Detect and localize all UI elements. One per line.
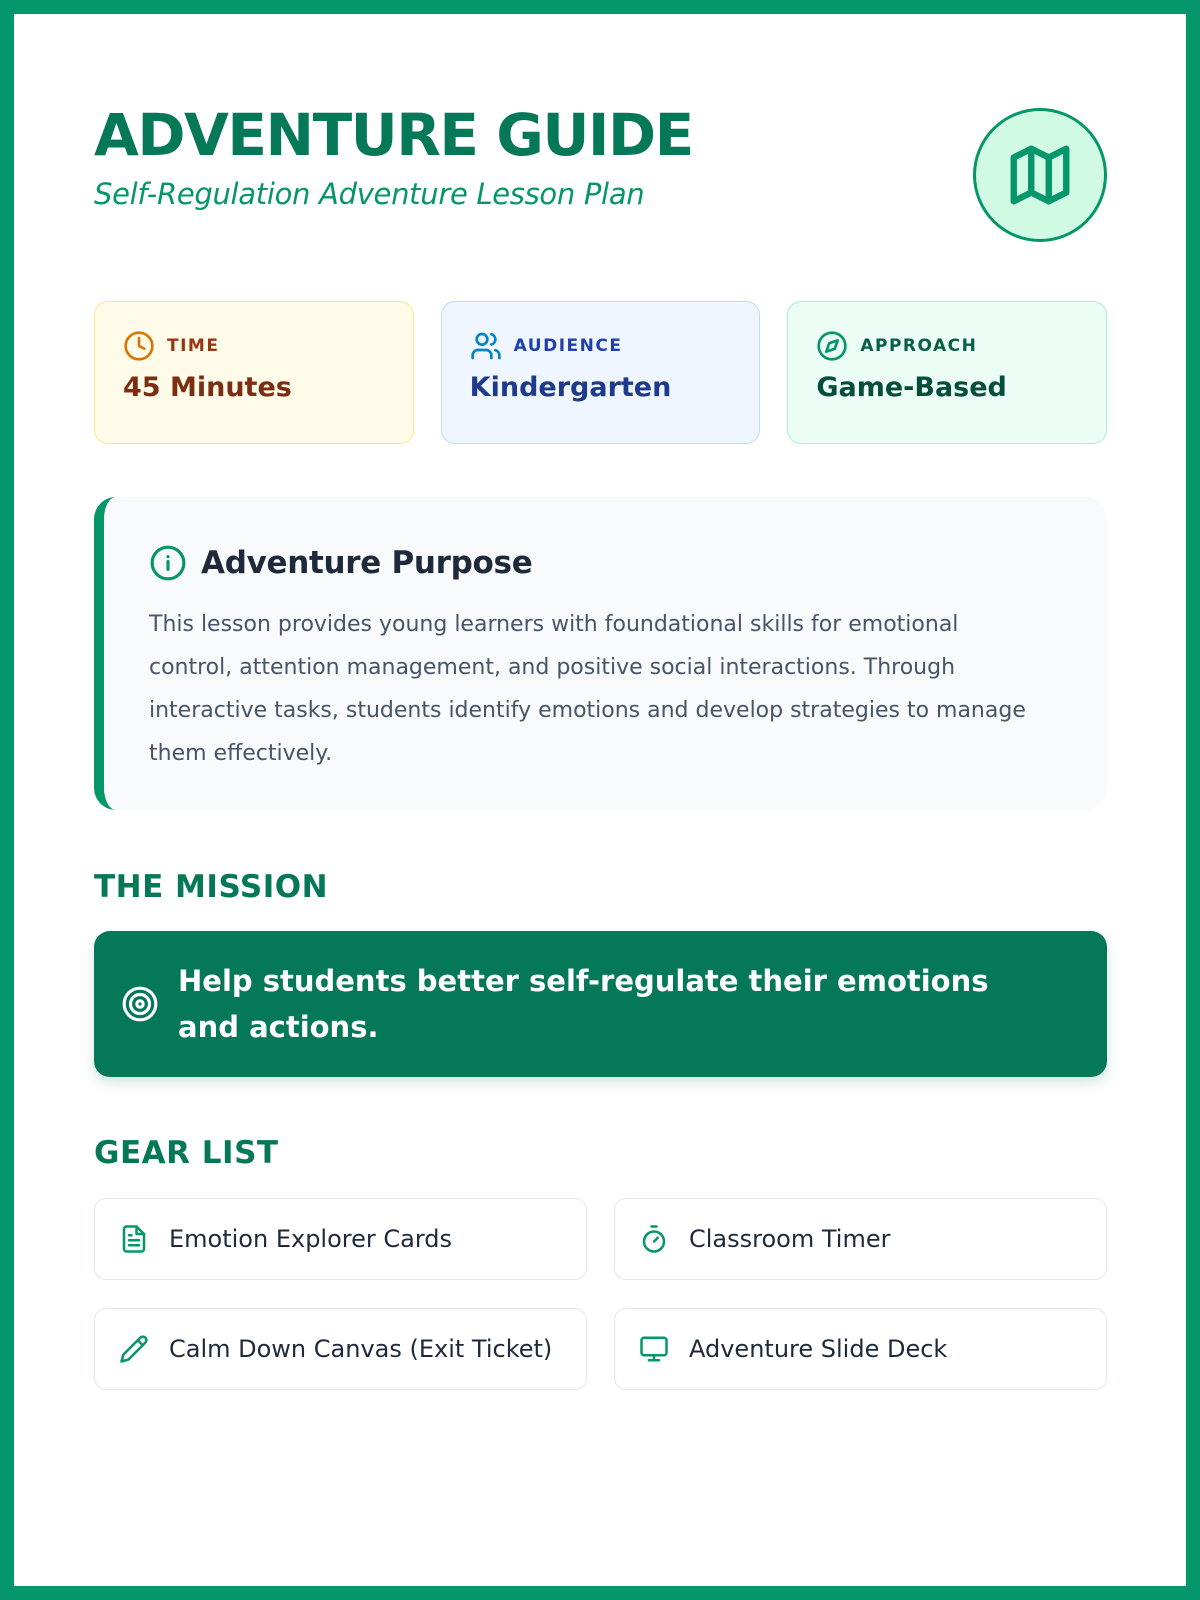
- purpose-title: Adventure Purpose: [201, 545, 533, 581]
- document-icon: [119, 1224, 149, 1254]
- timer-icon: [639, 1224, 669, 1254]
- map-icon: [1005, 140, 1075, 210]
- header: [94, 96, 1107, 246]
- audience-value: Kindergarten: [469, 372, 672, 403]
- mission-banner: [94, 931, 1107, 1077]
- audience-card-header: [470, 330, 760, 362]
- monitor-icon: [639, 1334, 669, 1364]
- audience-label: AUDIENCE: [513, 336, 623, 356]
- time-card: [94, 301, 414, 444]
- time-card-header: [123, 330, 413, 362]
- gear-item-label: Classroom Timer: [689, 1225, 891, 1253]
- clock-icon: [123, 330, 155, 362]
- purpose-text: This lesson provides young learners with foundational skills for emotional control, attention management, and positive social interactions. Through interactive tasks, students identify emotions and develop strategies to manage them effectively.: [149, 612, 1026, 766]
- gear-item-adventure-slide-deck: [614, 1308, 1107, 1390]
- map-logo: [973, 108, 1107, 242]
- approach-label: APPROACH: [860, 336, 978, 356]
- purpose-header: [149, 541, 1047, 585]
- gear-item-emotion-explorer-cards: [94, 1198, 587, 1280]
- time-value: 45 Minutes: [123, 372, 292, 403]
- gear-item-label: Calm Down Canvas (Exit Ticket): [169, 1335, 553, 1363]
- gear-item-label: Emotion Explorer Cards: [169, 1225, 453, 1253]
- approach-value: Game-Based: [816, 372, 1007, 403]
- gear-item-calm-down-canvas: [94, 1308, 587, 1390]
- users-icon: [470, 330, 502, 362]
- lesson-info-cards: [94, 301, 1107, 444]
- time-label: TIME: [167, 336, 220, 356]
- audience-card: [441, 301, 761, 444]
- mission-heading: THE MISSION: [94, 869, 329, 905]
- pencil-icon: [119, 1334, 149, 1364]
- page-subtitle: Self-Regulation Adventure Lesson Plan: [94, 177, 645, 211]
- gear-item-label: Adventure Slide Deck: [689, 1335, 948, 1363]
- mission-text: Help students better self-regulate their emotions and actions.: [178, 964, 989, 1044]
- purpose-panel: [94, 497, 1107, 810]
- gear-item-classroom-timer: [614, 1198, 1107, 1280]
- gear-heading: GEAR LIST: [94, 1135, 279, 1171]
- page-title: ADVENTURE GUIDE: [94, 101, 693, 169]
- approach-card: [787, 301, 1107, 444]
- target-icon: [121, 985, 159, 1023]
- info-icon: [149, 544, 187, 582]
- gear-list: [94, 1198, 1107, 1390]
- approach-card-header: [816, 330, 1106, 362]
- compass-icon: [816, 330, 848, 362]
